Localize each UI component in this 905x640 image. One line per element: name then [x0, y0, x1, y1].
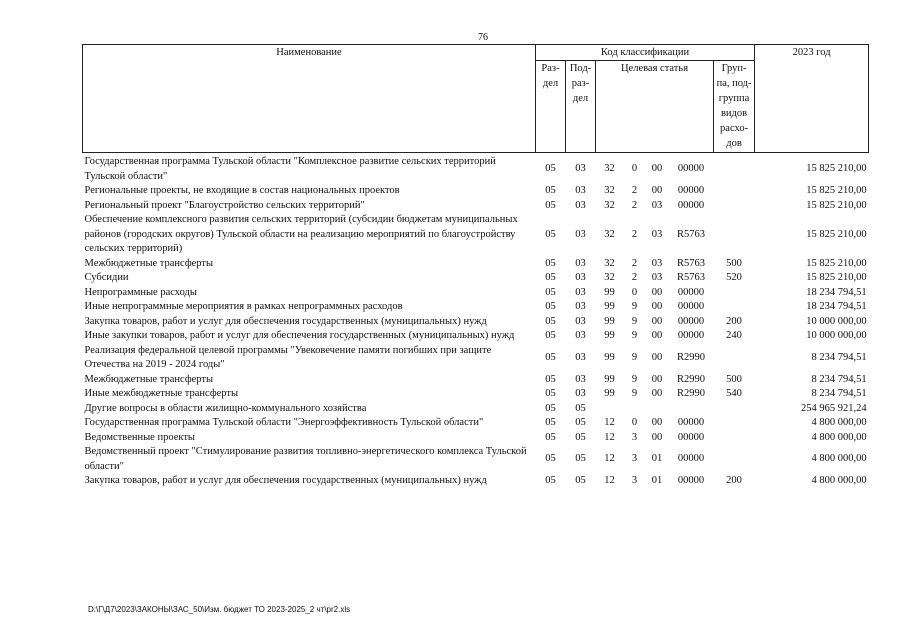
cell-cs1: 32 — [604, 257, 615, 269]
file-path-footer: D:\Г\Д7\2023\ЗАКОНЫ\ЗАС_50\Изм. бюджет ТО 2023-2025_2 чт\pr2.xls — [88, 605, 351, 614]
cell-rz: 05 — [545, 453, 556, 465]
cell-cs3: 00 — [651, 388, 663, 399]
cell-pr: 03 — [575, 228, 586, 240]
cell-name: Межбюджетные трансферты — [84, 257, 214, 269]
table-row — [83, 431, 869, 446]
cell-cs1: 99 — [604, 301, 615, 312]
cell-cs1: 12 — [604, 475, 615, 486]
cell-cs4: 00000 — [677, 330, 705, 341]
cell-cs2: 3 — [631, 475, 638, 486]
cell-cs2: 0 — [631, 286, 638, 298]
cell-cs4 — [669, 402, 714, 417]
table-row — [83, 199, 869, 214]
cell-pr: 03 — [575, 315, 586, 327]
cell-name: Субсидии — [84, 272, 129, 283]
cell-cs2: 3 — [631, 453, 638, 465]
cell-name: Обеспечение комплексного развития сельских территорий (субсидии бюджетам муниципальных районов (городских округов) Тульской области на реализацию мероприятий по благоустройству сельских территорий) — [84, 214, 518, 254]
cell-rz: 05 — [545, 286, 556, 298]
cell-rz: 05 — [545, 402, 556, 414]
cell-cs4: R2990 — [676, 373, 705, 385]
table-row — [83, 153, 869, 185]
table-body — [83, 153, 869, 489]
cell-cs3: 00 — [651, 330, 663, 341]
cell-name: Ведомственный проект "Стимулирование развития топливно-энергетического комплекса Тульской области" — [84, 446, 527, 472]
cell-vr — [714, 431, 755, 446]
cell-vr — [714, 199, 755, 214]
cell-rz: 05 — [545, 351, 556, 363]
cell-cs3: 03 — [651, 257, 663, 269]
cell-cs4: 00000 — [677, 431, 705, 443]
cell-rz: 05 — [545, 185, 556, 196]
cell-cs4: R2990 — [676, 351, 705, 363]
cell-cs3: 00 — [651, 315, 663, 327]
cell-cs2: 9 — [631, 315, 638, 327]
cell-pr: 03 — [575, 199, 586, 211]
header-section — [536, 61, 566, 153]
cell-cs2: 9 — [631, 330, 638, 341]
cell-cs1: 32 — [604, 163, 615, 175]
cell-cs3: 03 — [651, 199, 663, 211]
cell-cs3: 00 — [651, 417, 663, 428]
cell-amount: 15 825 210,00 — [806, 228, 867, 240]
cell-pr: 03 — [575, 163, 586, 175]
cell-vr: 540 — [726, 388, 742, 399]
cell-amount: 4 800 000,00 — [811, 453, 867, 465]
cell-cs4: 00000 — [677, 163, 705, 175]
cell-cs4: R2990 — [676, 388, 705, 399]
header-subsection-text: Под-раз-дел — [569, 63, 592, 104]
cell-pr: 03 — [575, 351, 586, 363]
cell-cs1: 12 — [604, 431, 615, 443]
header-name: Наименование — [83, 45, 536, 153]
cell-cs4: 00000 — [677, 315, 705, 327]
cell-cs3: 03 — [651, 272, 663, 283]
cell-cs3: 00 — [651, 301, 663, 312]
cell-cs4: 00000 — [677, 185, 705, 196]
cell-vr — [714, 184, 755, 199]
cell-cs4: 00000 — [677, 475, 705, 486]
cell-name: Региональный проект "Благоустройство сельских территорий" — [84, 199, 365, 211]
cell-rz: 05 — [545, 272, 556, 283]
header-classification: Код классификации — [536, 45, 755, 61]
cell-pr: 05 — [575, 417, 586, 428]
cell-cs2: 9 — [631, 373, 638, 385]
cell-pr: 03 — [575, 286, 586, 298]
cell-amount: 4 800 000,00 — [811, 431, 867, 443]
cell-name: Иные непрограммные мероприятия в рамках непрограммных расходов — [84, 301, 403, 312]
cell-cs1: 32 — [604, 228, 615, 240]
cell-cs1: 99 — [604, 286, 615, 298]
cell-rz: 05 — [545, 431, 556, 443]
cell-amount: 15 825 210,00 — [806, 272, 867, 283]
cell-cs3: 00 — [651, 431, 663, 443]
cell-vr — [714, 153, 755, 185]
table-row — [83, 373, 869, 388]
table-row — [83, 300, 869, 315]
cell-cs2: 9 — [631, 301, 638, 312]
cell-vr — [714, 213, 755, 257]
cell-amount: 15 825 210,00 — [806, 163, 867, 175]
budget-table — [82, 44, 869, 489]
cell-cs2: 2 — [631, 272, 638, 283]
cell-cs1: 32 — [604, 185, 615, 196]
cell-rz: 05 — [545, 301, 556, 312]
cell-rz: 05 — [545, 315, 556, 327]
cell-name: Государственная программа Тульской области "Энергоэффективность Тульской области" — [84, 417, 484, 428]
cell-rz: 05 — [545, 475, 556, 486]
cell-pr: 03 — [575, 388, 586, 399]
table-row — [83, 315, 869, 330]
cell-cs1: 32 — [604, 272, 615, 283]
header-year: 2023 год — [755, 45, 869, 153]
cell-name: Межбюджетные трансферты — [84, 373, 214, 385]
cell-amount: 15 825 210,00 — [806, 199, 867, 211]
cell-cs2: 3 — [631, 431, 638, 443]
cell-cs4: 00000 — [677, 453, 705, 465]
cell-cs2: 2 — [631, 185, 638, 196]
table-row — [83, 271, 869, 286]
cell-pr: 03 — [575, 257, 586, 269]
cell-amount: 18 234 794,51 — [806, 301, 867, 312]
cell-cs3: 01 — [651, 453, 663, 465]
header-expense-group — [714, 61, 755, 153]
cell-cs2: 2 — [631, 228, 638, 240]
cell-cs1: 99 — [604, 351, 615, 363]
cell-pr: 03 — [575, 272, 586, 283]
cell-cs4: R5763 — [676, 257, 705, 269]
cell-cs1: 99 — [604, 330, 615, 341]
cell-vr: 520 — [726, 272, 742, 283]
table-row — [83, 387, 869, 402]
cell-amount: 15 825 210,00 — [806, 257, 867, 269]
cell-amount: 4 800 000,00 — [811, 475, 867, 486]
cell-amount: 254 965 921,24 — [800, 402, 867, 414]
cell-cs4: 00000 — [677, 417, 705, 428]
cell-cs2: 2 — [631, 199, 638, 211]
cell-amount: 8 234 794,51 — [811, 388, 867, 399]
cell-pr: 03 — [575, 185, 586, 196]
cell-cs3: 00 — [651, 163, 663, 175]
cell-name: Реализация федеральной целевой программы "Увековечение памяти погибших при защите Отечества на 2019 - 2024 годы" — [84, 344, 492, 370]
cell-cs4: R5763 — [676, 228, 705, 240]
cell-vr: 240 — [726, 330, 742, 341]
table-row — [83, 402, 869, 417]
cell-cs3: 00 — [651, 351, 663, 363]
cell-cs3: 00 — [651, 286, 663, 298]
cell-vr: 500 — [726, 373, 742, 385]
cell-rz: 05 — [545, 417, 556, 428]
cell-name: Государственная программа Тульской области "Комплексное развитие сельских территорий Тульской области" — [84, 156, 496, 182]
cell-vr — [714, 402, 755, 417]
cell-cs1: 32 — [604, 199, 615, 211]
cell-vr: 500 — [726, 257, 742, 269]
cell-amount: 4 800 000,00 — [811, 417, 867, 428]
cell-vr: 200 — [726, 315, 742, 327]
cell-pr: 03 — [575, 301, 586, 312]
cell-cs3: 01 — [651, 475, 663, 486]
cell-cs1: 99 — [604, 315, 615, 327]
cell-cs1: 99 — [604, 388, 615, 399]
cell-amount: 8 234 794,51 — [811, 351, 867, 363]
header-target-article: Целевая статья — [596, 61, 714, 153]
cell-vr — [714, 445, 755, 474]
cell-name: Иные межбюджетные трансферты — [84, 388, 239, 399]
cell-name: Иные закупки товаров, работ и услуг для обеспечения государственных (муниципальных) нужд — [84, 330, 515, 341]
cell-name: Другие вопросы в области жилищно-коммунального хозяйства — [84, 402, 367, 414]
cell-cs2: 0 — [631, 417, 638, 428]
cell-name: Закупка товаров, работ и услуг для обеспечения государственных (муниципальных) нужд — [84, 475, 487, 486]
cell-name: Ведомственные проекты — [84, 431, 195, 443]
cell-cs4: R5763 — [676, 272, 705, 283]
cell-cs2: 9 — [631, 388, 638, 399]
cell-vr — [714, 416, 755, 431]
cell-name: Непрограммные расходы — [84, 286, 197, 298]
cell-rz: 05 — [545, 257, 556, 269]
cell-pr: 03 — [575, 373, 586, 385]
table-row — [83, 445, 869, 474]
table-row — [83, 213, 869, 257]
cell-cs3: 00 — [651, 373, 663, 385]
cell-amount: 10 000 000,00 — [806, 315, 867, 327]
cell-pr: 03 — [575, 330, 586, 341]
table-row — [83, 329, 869, 344]
table-row — [83, 257, 869, 272]
page-number: 76 — [478, 32, 488, 43]
cell-pr: 05 — [575, 431, 586, 443]
cell-rz: 05 — [545, 388, 556, 399]
cell-cs1: 12 — [604, 417, 615, 428]
cell-rz: 05 — [545, 373, 556, 385]
cell-name: Региональные проекты, не входящие в состав национальных проектов — [84, 185, 400, 196]
cell-cs4: 00000 — [677, 301, 705, 312]
cell-name: Закупка товаров, работ и услуг для обеспечения государственных (муниципальных) нужд — [84, 315, 487, 327]
cell-cs2: 0 — [631, 163, 638, 175]
cell-pr: 05 — [575, 453, 586, 465]
cell-cs2: 2 — [631, 257, 638, 269]
cell-cs3: 03 — [651, 228, 663, 240]
table-row — [83, 286, 869, 301]
cell-cs2 — [624, 402, 646, 417]
cell-amount: 10 000 000,00 — [806, 330, 867, 341]
cell-cs3: 00 — [651, 185, 663, 196]
header-expense-group-text: Груп-па, под-группа видов расхо-дов — [716, 63, 752, 149]
header-row-1 — [83, 45, 869, 61]
table-row — [83, 416, 869, 431]
cell-cs3 — [646, 402, 669, 417]
header-subsection — [566, 61, 596, 153]
header-section-text: Раз-дел — [541, 63, 560, 89]
cell-pr: 05 — [575, 475, 586, 486]
table-row — [83, 474, 869, 489]
cell-rz: 05 — [545, 199, 556, 211]
cell-rz: 05 — [545, 330, 556, 341]
cell-cs1 — [596, 402, 624, 417]
cell-pr: 05 — [575, 402, 586, 414]
cell-vr: 200 — [726, 475, 742, 486]
cell-cs1: 12 — [604, 453, 615, 465]
cell-amount: 8 234 794,51 — [811, 373, 867, 385]
cell-vr — [714, 286, 755, 301]
table-row — [83, 184, 869, 199]
table-row — [83, 344, 869, 373]
cell-rz: 05 — [545, 163, 556, 175]
cell-cs4: 00000 — [677, 199, 705, 211]
cell-cs4: 00000 — [677, 286, 705, 298]
cell-rz: 05 — [545, 228, 556, 240]
cell-vr — [714, 344, 755, 373]
cell-cs2: 9 — [631, 351, 638, 363]
cell-cs1: 99 — [604, 373, 615, 385]
cell-vr — [714, 300, 755, 315]
cell-amount: 18 234 794,51 — [806, 286, 867, 298]
cell-amount: 15 825 210,00 — [806, 185, 867, 196]
